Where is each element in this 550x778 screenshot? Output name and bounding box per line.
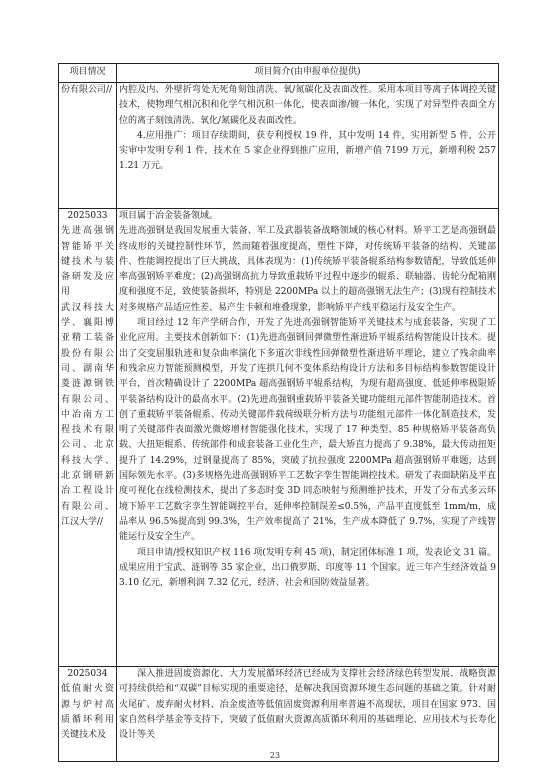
project-table: [58, 63, 499, 762]
project-summary-cell: [117, 209, 499, 667]
table-row: [59, 667, 499, 762]
project-summary-cell: [117, 667, 499, 762]
project-info-cell: [59, 209, 117, 667]
summary-paragraph: 深入推进固废资源化、大力发展循环经济已经成为支撑社会经济绿色转型发展、战略资源可持续供给和“双碳”目标实现的重要途径，是解决我国资源环境生态问题的基础之策。针对耐火尾矿、废弃耐火材料、冶金废渣等低值固废资源利用率普遍不高现状，项目在国家 973、国家自然科学基金等支持下，突破了低值耐火资源高质循环利用的基础理论、应用技术与长寿化设计等关: [119, 669, 496, 741]
project-title: 先进高强钢智能矫平关键技术与装备研发及应用: [61, 226, 114, 298]
summary-paragraph: 项目属于冶金装备领域。: [119, 211, 219, 221]
project-info-cell: [59, 83, 117, 209]
page-number: 23: [269, 751, 281, 760]
table-row: [59, 209, 499, 667]
project-id: 2025033: [67, 211, 108, 221]
summary-paragraph: 项目经过 12 年产学研合作，开发了先进高强钢智能矫平关键技术与成套装备，实现了工业化应用。主要技术创新如下：(1)先进高强钢回弹微塑性渐进矫平辊系结构智能设计技术。提出了交变屈服轨迹和复杂曲率演化下多道次非线性回弹微塑性渐进矫平理论，建立了残余曲率和残余应力智能预测模型，开发了连拱几何不变体系结构设计方法和多目标结构参数智能设计平台，首次精确设计了 2200MPa 超高强钢矫平辊系结构，为现有超高强度、低延伸率极限矫平装备结构设计的最高水平。(2)先进高强钢重载矫平装备关键功能组元部件智能制造技术。首创了重载矫平装备辊系、传动关键部件载荷级联分析方法与功能组元部件一体化制造技术，发明了关键部件表面激光微熔增材智能强化技术，实现了 17 种类型、85 种规格矫平装备高负载、大扭矩辊系、传统部件和成套装备工业化生产，最大矫直力提高了 9.38%，最大传动扭矩提升了 14.29%，过钢量提高了 85%，突破了抗拉强度 2200MPa 超高强钢矫平难题，达到国际领先水平。(3)多规格先进高强钢矫平工艺数字孪生智能调控技术。研发了表面缺陷及平直度可视化在线检测技术，提出了多态时变 3D 同态映射与预测维护技术，开发了分布式多云环境下矫平工艺数字孪生智能调控平台，延伸率控制误差≤0.5%，产品平直度低至 1mm/m，成品率从 96.5%提高到 99.3%，生产效率提高了 21%，生产成本降低了 9.7%，实现了产线智能运行及安全生产。: [119, 318, 496, 543]
project-info-cell: [59, 667, 117, 762]
summary-paragraph: 先进高强钢是我国发展重大装备、军工及武器装备战略领域的核心材料。矫平工艺是高强钢最终成形的关键控制性环节，然而随着强度提高，塑性下降，对传统矫平装备的结构、关键部件、性能调控提出了巨大挑战，具体表现为：(1)传统矫平装备辊系结构参数错配，导致低延伸率高强钢矫平难度；(2)高强钢高抗力导致重载矫平过程中逐步的辊系、联轴器、齿轮分配箱刚度和强度不足，致使装备损坏，特别是 2200MPa 以上的超高强钢无法生产；(3)现有控制技术对多规格产品适应性差、易产生卡顿和堆叠现象，影响矫平产线平稳运行及安全生产。: [119, 226, 496, 313]
company-text: 份有限公司//: [61, 85, 113, 95]
project-id: 2025034: [67, 669, 108, 679]
summary-paragraph: 内腔及内、外壁折弯处无死角刻蚀清洗、氧/氮碳化及表面改性。采用本项目等离子体调控关键技术，使物理气相沉积和化学气相沉积一体化，使表面渗/镀一体化，实现了对异型件表面全方位的离子刻蚀清洗、氧化/氮碳化及表面改性。: [119, 85, 496, 126]
project-units: 武汉科技大学、襄阳博亚精工装备股份有限公司、湖南华菱涟源钢铁有限公司、中冶南方工程技术有限公司、北京科技大学、北京钢研新冶工程设计有限公司、江汉大学//: [61, 302, 114, 527]
project-title: 低值耐火资源与炉衬高质循环利用关键技术及: [61, 684, 114, 741]
table-row: [59, 83, 499, 209]
header-project-status: 项目情况: [59, 64, 117, 83]
table-header-row: [59, 64, 499, 83]
summary-paragraph: 项目申请/授权知识产权 116 项(发明专利 45 项)，制定团体标准 1 项，发表论文 31 篇。成果应用于宝武、涟钢等 35 家企业，出口俄罗斯、印度等 11 个国家。近三年产生经济效益 93.10 亿元，新增利润 7.32 亿元，经济、社会和国防效益显著。: [119, 547, 496, 589]
project-summary-cell: [117, 83, 499, 209]
summary-paragraph: 4.应用推广：项目存续期间，获专利授权 19 件，其中发明 14 件，实用新型 5 件，公开实审中发明专利 1 件，技术在 5 家企业得到推广应用，新增产值 7199 万元，新增利税 2571.21 万元。: [119, 130, 496, 172]
header-project-summary: 项目简介(由申报单位提供): [117, 64, 499, 83]
